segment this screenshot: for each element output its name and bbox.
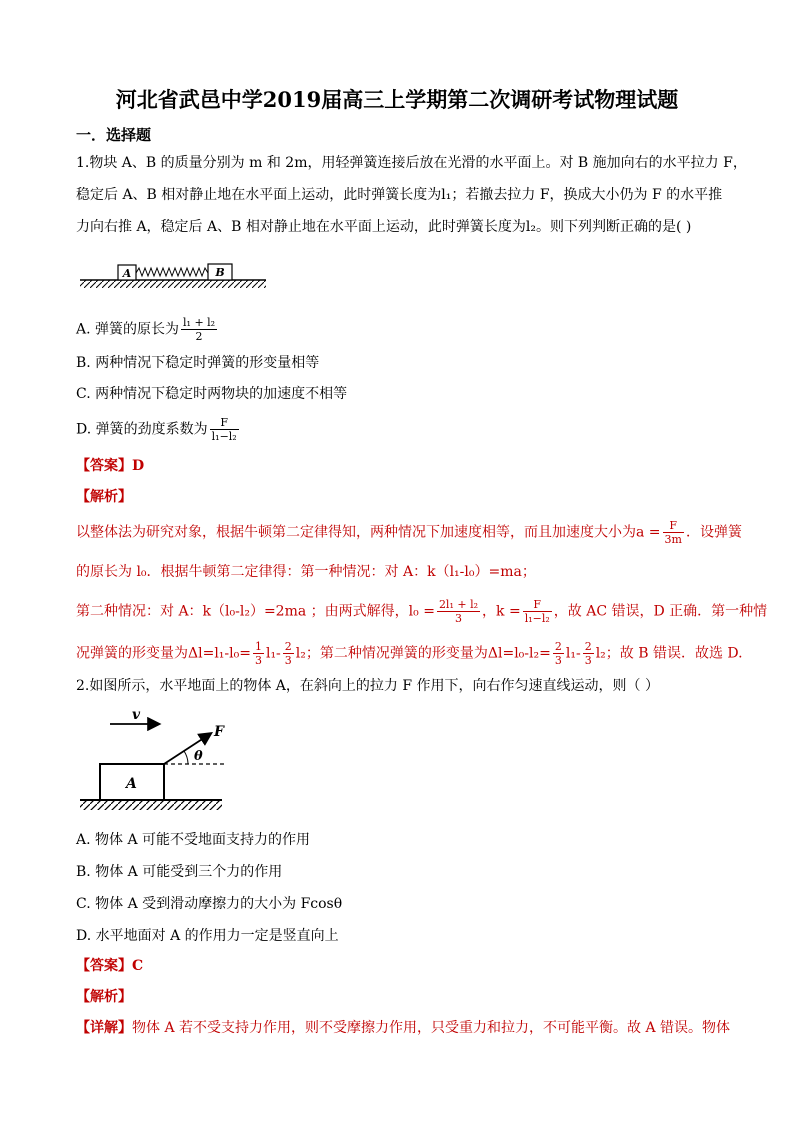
analysis-text: 第二种情况：对 A：k（l₀-l₂）=2ma ；由两式解得，l₀ = bbox=[76, 603, 435, 620]
fraction-numerator: F bbox=[523, 598, 552, 612]
q1-option-d-fraction bbox=[210, 416, 239, 443]
q1-analysis-label: 【解析】 bbox=[76, 489, 132, 505]
spring-blocks-figure bbox=[78, 258, 268, 292]
q1-option-a-text: A. 弹簧的原长为 bbox=[76, 321, 180, 338]
fraction bbox=[253, 640, 264, 667]
ground-hatch bbox=[80, 280, 266, 288]
q2-option-a: A. 物体 A 可能不受地面支持力的作用 bbox=[76, 832, 311, 848]
q1-stem-line-2: 稳定后 A、B 相对静止地在水平面上运动，此时弹簧长度为l₁；若撤去拉力 F，换成大小仍为 F 的水平推 bbox=[76, 187, 723, 203]
fraction-denominator: 3m bbox=[664, 533, 682, 546]
acceleration-fraction bbox=[663, 519, 684, 546]
inclined-force-figure bbox=[76, 706, 256, 816]
ground-hatch bbox=[80, 801, 222, 810]
q1-analysis-line-3 bbox=[76, 598, 767, 625]
q1-option-a-fraction bbox=[181, 316, 217, 343]
analysis-text: l₂；故 B 错误．故选 D. bbox=[595, 645, 743, 662]
force-arrow bbox=[164, 734, 210, 764]
q1-answer: 【答案】D bbox=[76, 458, 145, 474]
q1-option-d-text: D. 弹簧的劲度系数为 bbox=[76, 421, 208, 438]
q1-option-b: B. 两种情况下稳定时弹簧的形变量相等 bbox=[76, 355, 320, 371]
fraction bbox=[553, 640, 564, 667]
fraction-denominator: 3 bbox=[254, 654, 262, 667]
page-title: 河北省武邑中学2019届高三上学期第二次调研考试物理试题 bbox=[115, 87, 679, 112]
q2-stem: 2.如图所示，水平地面上的物体 A，在斜向上的拉力 F 作用下，向右作匀速直线运动，则（ ） bbox=[76, 678, 659, 694]
fraction-numerator: 2 bbox=[554, 640, 562, 653]
q1-option-c: C. 两种情况下稳定时两物块的加速度不相等 bbox=[76, 386, 348, 402]
section-heading: 一．选择题 bbox=[76, 126, 152, 144]
analysis-text: 以整体法为研究对象，根据牛顿第二定律得知，两种情况下加速度相等，而且加速度大小为a = bbox=[76, 524, 661, 541]
analysis-text: l₂；第二种情况弹簧的形变量为Δl=l₀-l₂= bbox=[295, 645, 551, 662]
fraction-numerator: l₁ + l₂ bbox=[183, 316, 216, 329]
original-length-fraction bbox=[437, 598, 480, 625]
fraction-numerator: F bbox=[210, 416, 239, 430]
block-a-label: A bbox=[126, 776, 137, 792]
fraction-numerator: 2 bbox=[584, 640, 592, 653]
q2-answer: 【答案】C bbox=[76, 958, 144, 974]
q2-option-d: D. 水平地面对 A 的作用力一定是竖直向上 bbox=[76, 928, 339, 944]
q2-option-b: B. 物体 A 可能受到三个力的作用 bbox=[76, 864, 283, 880]
fraction-denominator: 3 bbox=[284, 654, 292, 667]
fraction-numerator: 2 bbox=[284, 640, 292, 653]
detail-text: 物体 A 若不受支持力作用，则不受摩擦力作用，只受重力和拉力，不可能平衡。故 A 错误。物体 bbox=[132, 1020, 731, 1036]
fraction-numerator: F bbox=[663, 519, 684, 533]
fraction-denominator: 3 bbox=[584, 654, 592, 667]
q1-stem-line-1: 1.物块 A、B 的质量分别为 m 和 2m，用轻弹簧连接后放在光滑的水平面上。对 B 施加向右的水平拉力 F， bbox=[76, 155, 747, 171]
fraction-numerator: 1 bbox=[254, 640, 262, 653]
fraction-denominator: l₁−l₂ bbox=[211, 430, 237, 443]
fraction-denominator: 2 bbox=[195, 330, 203, 343]
stiffness-fraction bbox=[523, 598, 552, 625]
fraction-denominator: 3 bbox=[454, 612, 462, 625]
analysis-text: ，k = bbox=[482, 603, 521, 620]
fraction bbox=[283, 640, 294, 667]
angle-label: θ bbox=[194, 749, 203, 764]
q2-analysis-label: 【解析】 bbox=[76, 989, 132, 1005]
fraction-denominator: 3 bbox=[554, 654, 562, 667]
fraction-denominator: l₁−l₂ bbox=[524, 612, 550, 625]
analysis-text: l₁- bbox=[565, 645, 581, 662]
q2-detail bbox=[76, 1018, 730, 1038]
force-label: F bbox=[214, 724, 224, 740]
q1-analysis-line-2: 的原长为 l₀．根据牛顿第二定律得：第一种情况：对 A：k（l₁-l₀）=ma； bbox=[76, 564, 536, 580]
fraction-numerator: 2l₁ + l₂ bbox=[438, 598, 479, 611]
analysis-text: ，故 AC 错误，D 正确．第一种情 bbox=[553, 603, 768, 620]
analysis-text: l₁- bbox=[265, 645, 281, 662]
q2-option-c: C. 物体 A 受到滑动摩擦力的大小为 Fcosθ bbox=[76, 896, 343, 912]
detail-label: 【详解】 bbox=[76, 1020, 132, 1036]
analysis-text: ．设弹簧 bbox=[685, 524, 742, 541]
angle-arc bbox=[184, 751, 188, 764]
velocity-label: v bbox=[132, 707, 141, 723]
fraction bbox=[583, 640, 594, 667]
block-a-label: A bbox=[122, 267, 132, 280]
q1-analysis-line-1 bbox=[76, 519, 742, 546]
analysis-text: 况弹簧的形变量为Δl=l₁-l₀= bbox=[76, 645, 251, 662]
spring bbox=[136, 268, 208, 276]
q1-option-d bbox=[76, 416, 241, 443]
q1-analysis-line-4 bbox=[76, 640, 743, 667]
block-b-label: B bbox=[215, 266, 225, 279]
q1-stem-line-3: 力向右推 A，稳定后 A、B 相对静止地在水平面上运动，此时弹簧长度为l₂。则下列判断正确的是( ) bbox=[76, 219, 692, 235]
q1-option-a bbox=[76, 316, 219, 343]
